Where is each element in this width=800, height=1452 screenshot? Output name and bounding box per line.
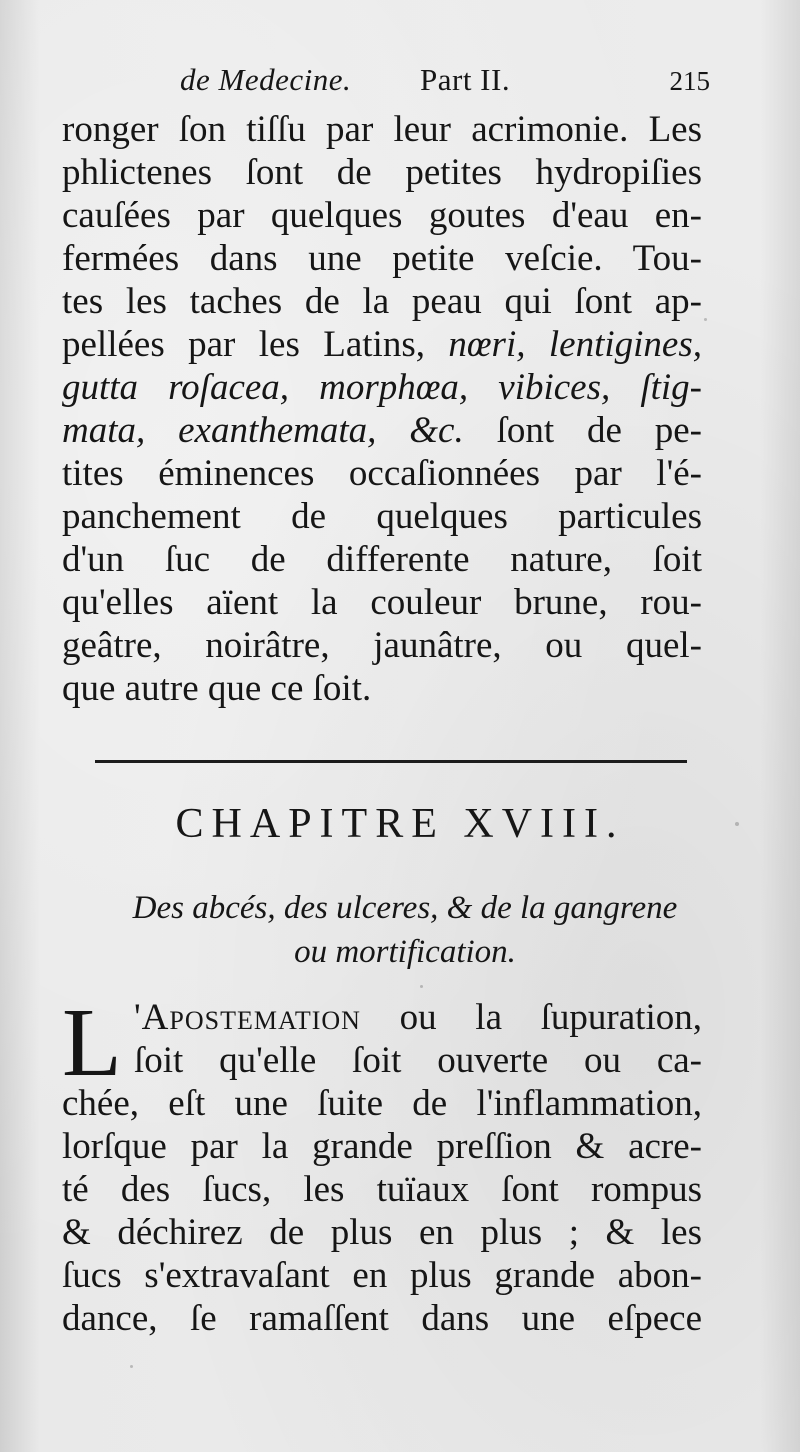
top-paragraph [62,108,702,710]
running-head-title: de Medecine. [180,62,352,97]
text-line: té des ſucs, les tuïaux ſont rompus [62,1169,702,1210]
text-line: phlictenes ſont de petites hydropiſies [62,152,702,193]
text-line: chée, eſt une ſuite de l'inflammation, [62,1083,702,1124]
text-line: lorſque par la grande preſſion & acre- [62,1126,702,1167]
text-line: ſoit qu'elle ſoit ouverte ou ca- [134,1040,702,1081]
text-line: dance, ſe ramaſſent dans une eſpece [62,1298,702,1339]
running-head [180,62,710,112]
chapter-paragraph [62,989,702,1340]
latin-terms: gutta roſacea, morphœa, vibices, ſtig- [62,367,702,408]
running-head-part: Part II. [420,62,511,97]
text-line-mixed [62,323,702,366]
text-line: & déchirez de plus en plus ; & les [62,1212,702,1253]
page-number: 215 [669,66,710,96]
drop-cap: L [62,989,122,1097]
text-line: que autre que ce ſoit. [62,668,372,709]
chapter-subtitle-line: ou mortification. [294,934,516,970]
latin-terms: nœri, lentigines, [448,324,702,365]
small-caps-word: 'Apostemation [134,997,361,1038]
text-line: fermées dans une petite veſcie. Tou- [62,238,702,279]
paper-speck [735,822,739,826]
paper-speck [130,1365,133,1368]
text-line: panchement de quelques particules [62,496,702,537]
text-line: d'un ſuc de differente nature, ſoit [62,539,702,580]
chapter-heading: CHAPITRE XVIII. [175,801,625,847]
text-line: ſucs s'extravaſant en plus grande abon- [62,1255,702,1296]
text-line: ronger ſon tiſſu par leur acrimonie. Les [62,109,702,150]
text-line-mixed [62,366,702,409]
text-segment: ou la ſupuration, [360,997,702,1038]
text-segment: ſont de pe- [463,410,703,451]
text-line: cauſées par quelques goutes d'eau en- [62,195,702,236]
latin-terms: mata, exanthemata, &c. [62,410,464,451]
text-line-first [134,996,702,1039]
text-line: tites éminences occaſionnées par l'é- [62,453,702,494]
text-line-mixed [62,409,702,452]
section-divider [95,760,687,763]
paper-speck [420,985,423,988]
text-line: geâtre, noirâtre, jaunâtre, ou quel- [62,625,702,666]
chapter-subtitle-line: Des abcés, des ulceres, & de la gangrene [132,890,678,926]
text-segment: pellées par les Latins, [62,324,449,365]
chapter-subtitle [60,886,750,974]
text-line: tes les taches de la peau qui ſont ap- [62,281,702,322]
text-line: qu'elles aïent la couleur brune, rou- [62,582,702,623]
paper-speck [704,318,707,321]
